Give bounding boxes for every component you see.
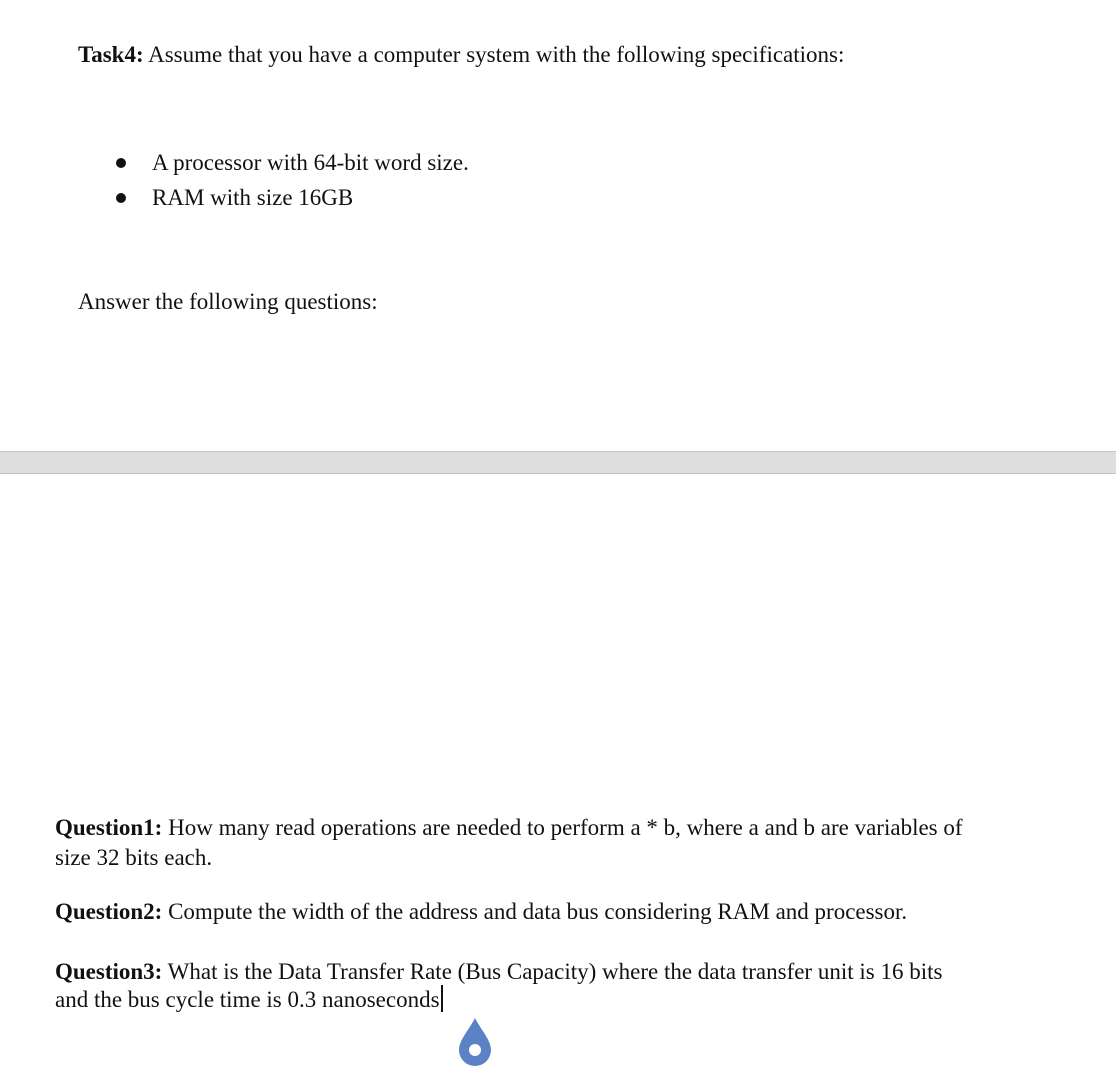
question1-text: How many read operations are needed to perform a * b, where a and b are variables of <box>162 815 963 840</box>
question3-label: Question3: <box>55 959 163 984</box>
question3-line2[interactable] <box>55 985 443 1015</box>
page-break-separator <box>0 451 1116 474</box>
question2-text: Compute the width of the address and data bus considering RAM and processor. <box>162 899 908 924</box>
task-text: Assume that you have a computer system with the following specifications: <box>143 42 845 67</box>
document-page-1[interactable] <box>0 0 1116 451</box>
instructions-text[interactable]: Answer the following questions: <box>78 289 378 314</box>
bullet-icon <box>116 158 126 168</box>
spec-item-ram[interactable]: RAM with size 16GB <box>152 185 354 210</box>
question3-line1[interactable] <box>55 957 942 987</box>
question3-text-line2: and the bus cycle time is 0.3 nanoseconds <box>55 987 440 1012</box>
question3-text: What is the Data Transfer Rate (Bus Capacity) where the data transfer unit is 16 bits <box>162 959 943 984</box>
text-selection-handle-icon[interactable] <box>457 1016 493 1068</box>
question2-label: Question2: <box>55 899 163 924</box>
task-label: Task4: <box>78 42 144 67</box>
spec-item-processor[interactable]: A processor with 64-bit word size. <box>152 150 469 175</box>
question1-line2[interactable]: size 32 bits each. <box>55 845 213 870</box>
question1-label: Question1: <box>55 815 163 840</box>
task-heading[interactable] <box>78 40 844 70</box>
text-cursor <box>441 985 443 1012</box>
bullet-icon <box>116 193 126 203</box>
question1-line1[interactable] <box>55 813 963 843</box>
question2-line1[interactable] <box>55 897 907 927</box>
